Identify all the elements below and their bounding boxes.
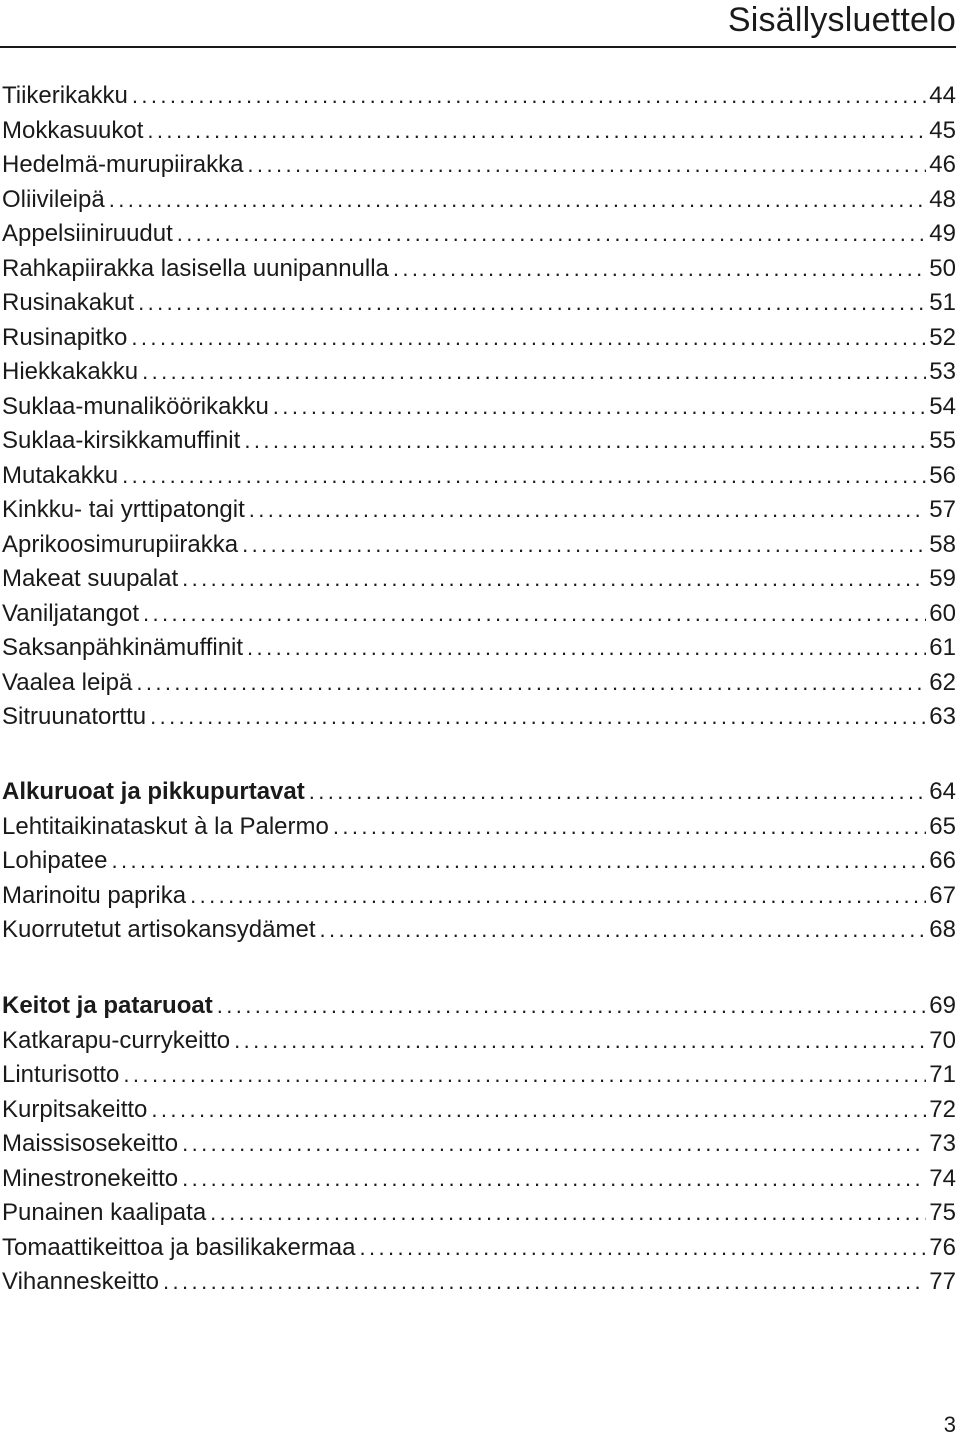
- toc-entry-page: 60: [929, 599, 956, 627]
- dot-leader: [109, 183, 927, 218]
- toc-entry: [2, 700, 956, 735]
- toc-entry-title: Mokkasuukot: [2, 116, 144, 144]
- dot-leader: [131, 321, 926, 356]
- toc-entry: [2, 1024, 956, 1059]
- toc-entry-page: 51: [929, 289, 956, 316]
- toc-entry: [2, 321, 956, 356]
- toc-entry-title: Punainen kaalipata: [2, 1199, 207, 1226]
- dot-leader: [136, 666, 926, 701]
- toc-entry-page: 52: [929, 323, 956, 351]
- toc-entry: [2, 1265, 956, 1300]
- toc-entry-title: Marinoitu paprika: [2, 881, 187, 909]
- toc-entry-page: 44: [929, 82, 956, 109]
- toc-entry-title: Kuorrutetut artisokansydämet: [2, 916, 316, 943]
- toc-entry: [2, 597, 956, 632]
- dot-leader: [242, 528, 926, 563]
- toc-entry: [2, 79, 956, 114]
- toc-entry-title: Linturisotto: [2, 1061, 120, 1088]
- dot-leader: [150, 700, 926, 735]
- toc-entry-title: Suklaa-kirsikkamuffinit: [2, 427, 241, 454]
- toc-entry: [2, 1127, 956, 1162]
- toc-entry: [2, 217, 956, 252]
- toc-entry: [2, 390, 956, 425]
- toc-entry-title: Vaalea leipä: [2, 668, 133, 696]
- toc-entry-title: Aprikoosimurupiirakka: [2, 530, 239, 558]
- toc-entry: [2, 562, 956, 597]
- toc-entry-page: 69: [929, 992, 956, 1019]
- toc-entry: [2, 424, 956, 459]
- toc-entry-title: Rusinapitko: [2, 323, 128, 351]
- page-header: [0, 0, 956, 48]
- page-title: Sisällysluettelo: [727, 1, 956, 39]
- toc-entry-title: Tiikerikakku: [2, 82, 128, 109]
- dot-leader: [217, 989, 927, 1024]
- toc-section-heading: Alkuruoat ja pikkupurtavat: [2, 778, 305, 805]
- toc-entry-title: Katkarapu-currykeitto: [2, 1026, 231, 1054]
- toc-entry-title: Oliivileipä: [2, 185, 105, 213]
- toc-entry-title: Suklaa-munaliköörikakku: [2, 392, 269, 420]
- toc-entry-page: 59: [929, 565, 956, 592]
- dot-leader: [234, 1024, 926, 1059]
- dot-leader: [132, 79, 926, 114]
- toc-entry-page: 46: [929, 151, 956, 178]
- toc-entry: [2, 1093, 956, 1128]
- toc-entry-title: Saksanpähkinämuffinit: [2, 634, 244, 661]
- toc-entry: [2, 355, 956, 390]
- dot-leader: [123, 1058, 926, 1093]
- toc-entry: [2, 810, 956, 845]
- toc-entry-title: Lehtitaikinataskut à la Palermo: [2, 812, 329, 840]
- dot-leader: [249, 493, 927, 528]
- dot-leader: [360, 1231, 927, 1266]
- toc-section-starters: [2, 775, 956, 948]
- toc-entry-page: 71: [929, 1061, 956, 1088]
- dot-leader: [142, 355, 926, 390]
- toc-entry: [2, 989, 956, 1024]
- toc-entry-page: 49: [929, 220, 956, 247]
- dot-leader: [163, 1265, 926, 1300]
- toc-entry: [2, 879, 956, 914]
- toc-entry-page: 64: [929, 778, 956, 805]
- dot-leader: [247, 148, 926, 183]
- toc-entry-title: Rahkapiirakka lasisella uunipannulla: [2, 254, 389, 282]
- toc-entry: [2, 183, 956, 218]
- toc-entry-title: Makeat suupalat: [2, 565, 179, 592]
- toc-entry-page: 61: [929, 634, 956, 661]
- toc-entry-title: Hiekkakakku: [2, 358, 139, 385]
- toc-entry: [2, 114, 956, 149]
- toc-entry: [2, 1231, 956, 1266]
- dot-leader: [122, 459, 926, 494]
- dot-leader: [190, 879, 926, 914]
- toc-entry: [2, 913, 956, 948]
- toc-entry: [2, 493, 956, 528]
- toc-entry: [2, 1162, 956, 1197]
- toc-entry-page: 56: [929, 461, 956, 489]
- toc-entry-page: 67: [929, 881, 956, 909]
- dot-leader: [177, 217, 927, 252]
- toc-entry-page: 55: [929, 427, 956, 454]
- toc-entry-title: Vaniljatangot: [2, 599, 139, 627]
- toc-entry-page: 62: [929, 668, 956, 696]
- toc-entry: [2, 148, 956, 183]
- dot-leader: [273, 390, 927, 425]
- toc-entry: [2, 1058, 956, 1093]
- toc-entry-title: Maissisosekeitto: [2, 1130, 179, 1157]
- toc-entry-title: Tomaattikeittoa ja basilikakermaa: [2, 1233, 356, 1261]
- dot-leader: [247, 631, 926, 666]
- toc-section-soups: [2, 989, 956, 1300]
- toc-entry-page: 76: [929, 1233, 956, 1261]
- toc-entry-page: 48: [929, 185, 956, 213]
- toc-entry-page: 58: [929, 530, 956, 558]
- toc-entry-page: 68: [929, 916, 956, 943]
- dot-leader: [320, 913, 927, 948]
- toc-entry-page: 50: [929, 254, 956, 282]
- dot-leader: [151, 1093, 926, 1128]
- toc-entry-page: 70: [929, 1026, 956, 1054]
- dot-leader: [244, 424, 926, 459]
- toc-entry: [2, 631, 956, 666]
- dot-leader: [147, 114, 926, 149]
- toc-entry-title: Rusinakakut: [2, 289, 135, 316]
- toc-entry-page: 53: [929, 358, 956, 385]
- toc-entry-page: 54: [929, 392, 956, 420]
- toc-entry-page: 65: [929, 812, 956, 840]
- toc-entry-page: 45: [929, 116, 956, 144]
- toc-entry-title: Kinkku- tai yrttipatongit: [2, 496, 245, 523]
- toc-entry-page: 63: [929, 703, 956, 730]
- toc-entry: [2, 666, 956, 701]
- toc-section-heading: Keitot ja pataruoat: [2, 992, 213, 1019]
- dot-leader: [210, 1196, 926, 1231]
- dot-leader: [182, 1127, 926, 1162]
- dot-leader: [182, 562, 926, 597]
- dot-leader: [111, 844, 926, 879]
- toc-entry: [2, 775, 956, 810]
- toc-section-baking: [2, 79, 956, 735]
- toc-entry-title: Mutakakku: [2, 461, 119, 489]
- dot-leader: [333, 810, 926, 845]
- dot-leader: [309, 775, 927, 810]
- toc-entry: [2, 252, 956, 287]
- toc-entry-title: Appelsiiniruudut: [2, 220, 173, 247]
- dot-leader: [182, 1162, 926, 1197]
- toc-entry-title: Vihanneskeitto: [2, 1268, 160, 1295]
- toc-entry: [2, 528, 956, 563]
- toc-entry-title: Hedelmä-murupiirakka: [2, 151, 244, 178]
- toc-entry-title: Kurpitsakeitto: [2, 1095, 148, 1123]
- toc-entry: [2, 286, 956, 321]
- toc-entry: [2, 1196, 956, 1231]
- dot-leader: [393, 252, 926, 287]
- toc-entry-title: Lohipatee: [2, 847, 108, 874]
- toc-entry: [2, 459, 956, 494]
- toc-entry-page: 72: [929, 1095, 956, 1123]
- toc-entry-page: 74: [929, 1164, 956, 1192]
- toc-entry-title: Sitruunatorttu: [2, 703, 147, 730]
- dot-leader: [143, 597, 926, 632]
- page-number: 3: [943, 1412, 956, 1437]
- dot-leader: [138, 286, 926, 321]
- toc-entry-title: Minestronekeitto: [2, 1164, 179, 1192]
- toc-entry-page: 57: [929, 496, 956, 523]
- toc-entry-page: 73: [929, 1130, 956, 1157]
- toc-entry-page: 77: [929, 1268, 956, 1295]
- toc-entry-page: 66: [929, 847, 956, 874]
- toc-entry-page: 75: [929, 1199, 956, 1226]
- toc-entry: [2, 844, 956, 879]
